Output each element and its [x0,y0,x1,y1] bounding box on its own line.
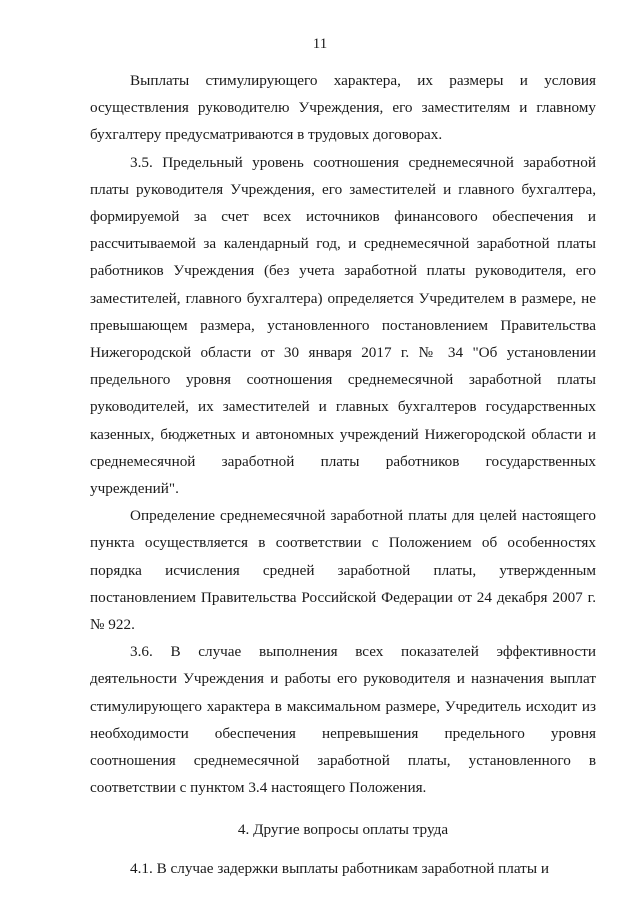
page-number: 11 [312,36,328,52]
paragraph-3-5: 3.5. Предельный уровень соотношения среднемесячной заработной платы руководителя Учреждения, его заместителей и главного бухгалтера, формируемой за счет всех источников финансового обеспечения и рассчитываемой за календарный год, и среднемесячной заработной платы работников Учреждения (без учета заработной платы руководителя, его заместителей, главного бухгалтера) определяется Учредителем в размере, не превышающем размера, установленного постановлением Правительства Нижегородской области от 30 января 2017 г. № 34 "Об установлении предельного уровня соотношения среднемесячной заработной платы руководителей, их заместителей и главных бухгалтеров государственных казенных, бюджетных и автономных учреждений Нижегородской области и среднемесячной заработной платы работников государственных учреждений". [90,153,596,498]
paragraph-4-1: 4.1. В случае задержки выплаты работникам заработной платы и [130,859,549,877]
document-body [90,67,596,882]
section-heading: 4. Другие вопросы оплаты труда [237,821,449,839]
paragraph-average-salary-definition: Определение среднемесячной заработной платы для целей настоящего пункта осуществляется в соответствии с Положением об особенностях порядка исчисления средней заработной платы, утвержденным постановлением Правительства Российской Федерации от 24 декабря 2007 г. № 922. [90,507,596,634]
paragraph-stimulating-payments: Выплаты стимулирующего характера, их размеры и условия осуществления руководителю Учреждения, его заместителям и главному бухгалтеру предусматриваются в трудовых договорах. [90,72,596,144]
paragraph-3-6: 3.6. В случае выполнения всех показателей эффективности деятельности Учреждения и работы его руководителя и назначения выплат стимулирующего характера в максимальном размере, Учредитель исходит из необходимости обеспечения непревышения предельного уровня соотношения среднемесячной заработной платы, установленного в соответствии с пунктом 3.4 настоящего Положения. [90,643,596,797]
